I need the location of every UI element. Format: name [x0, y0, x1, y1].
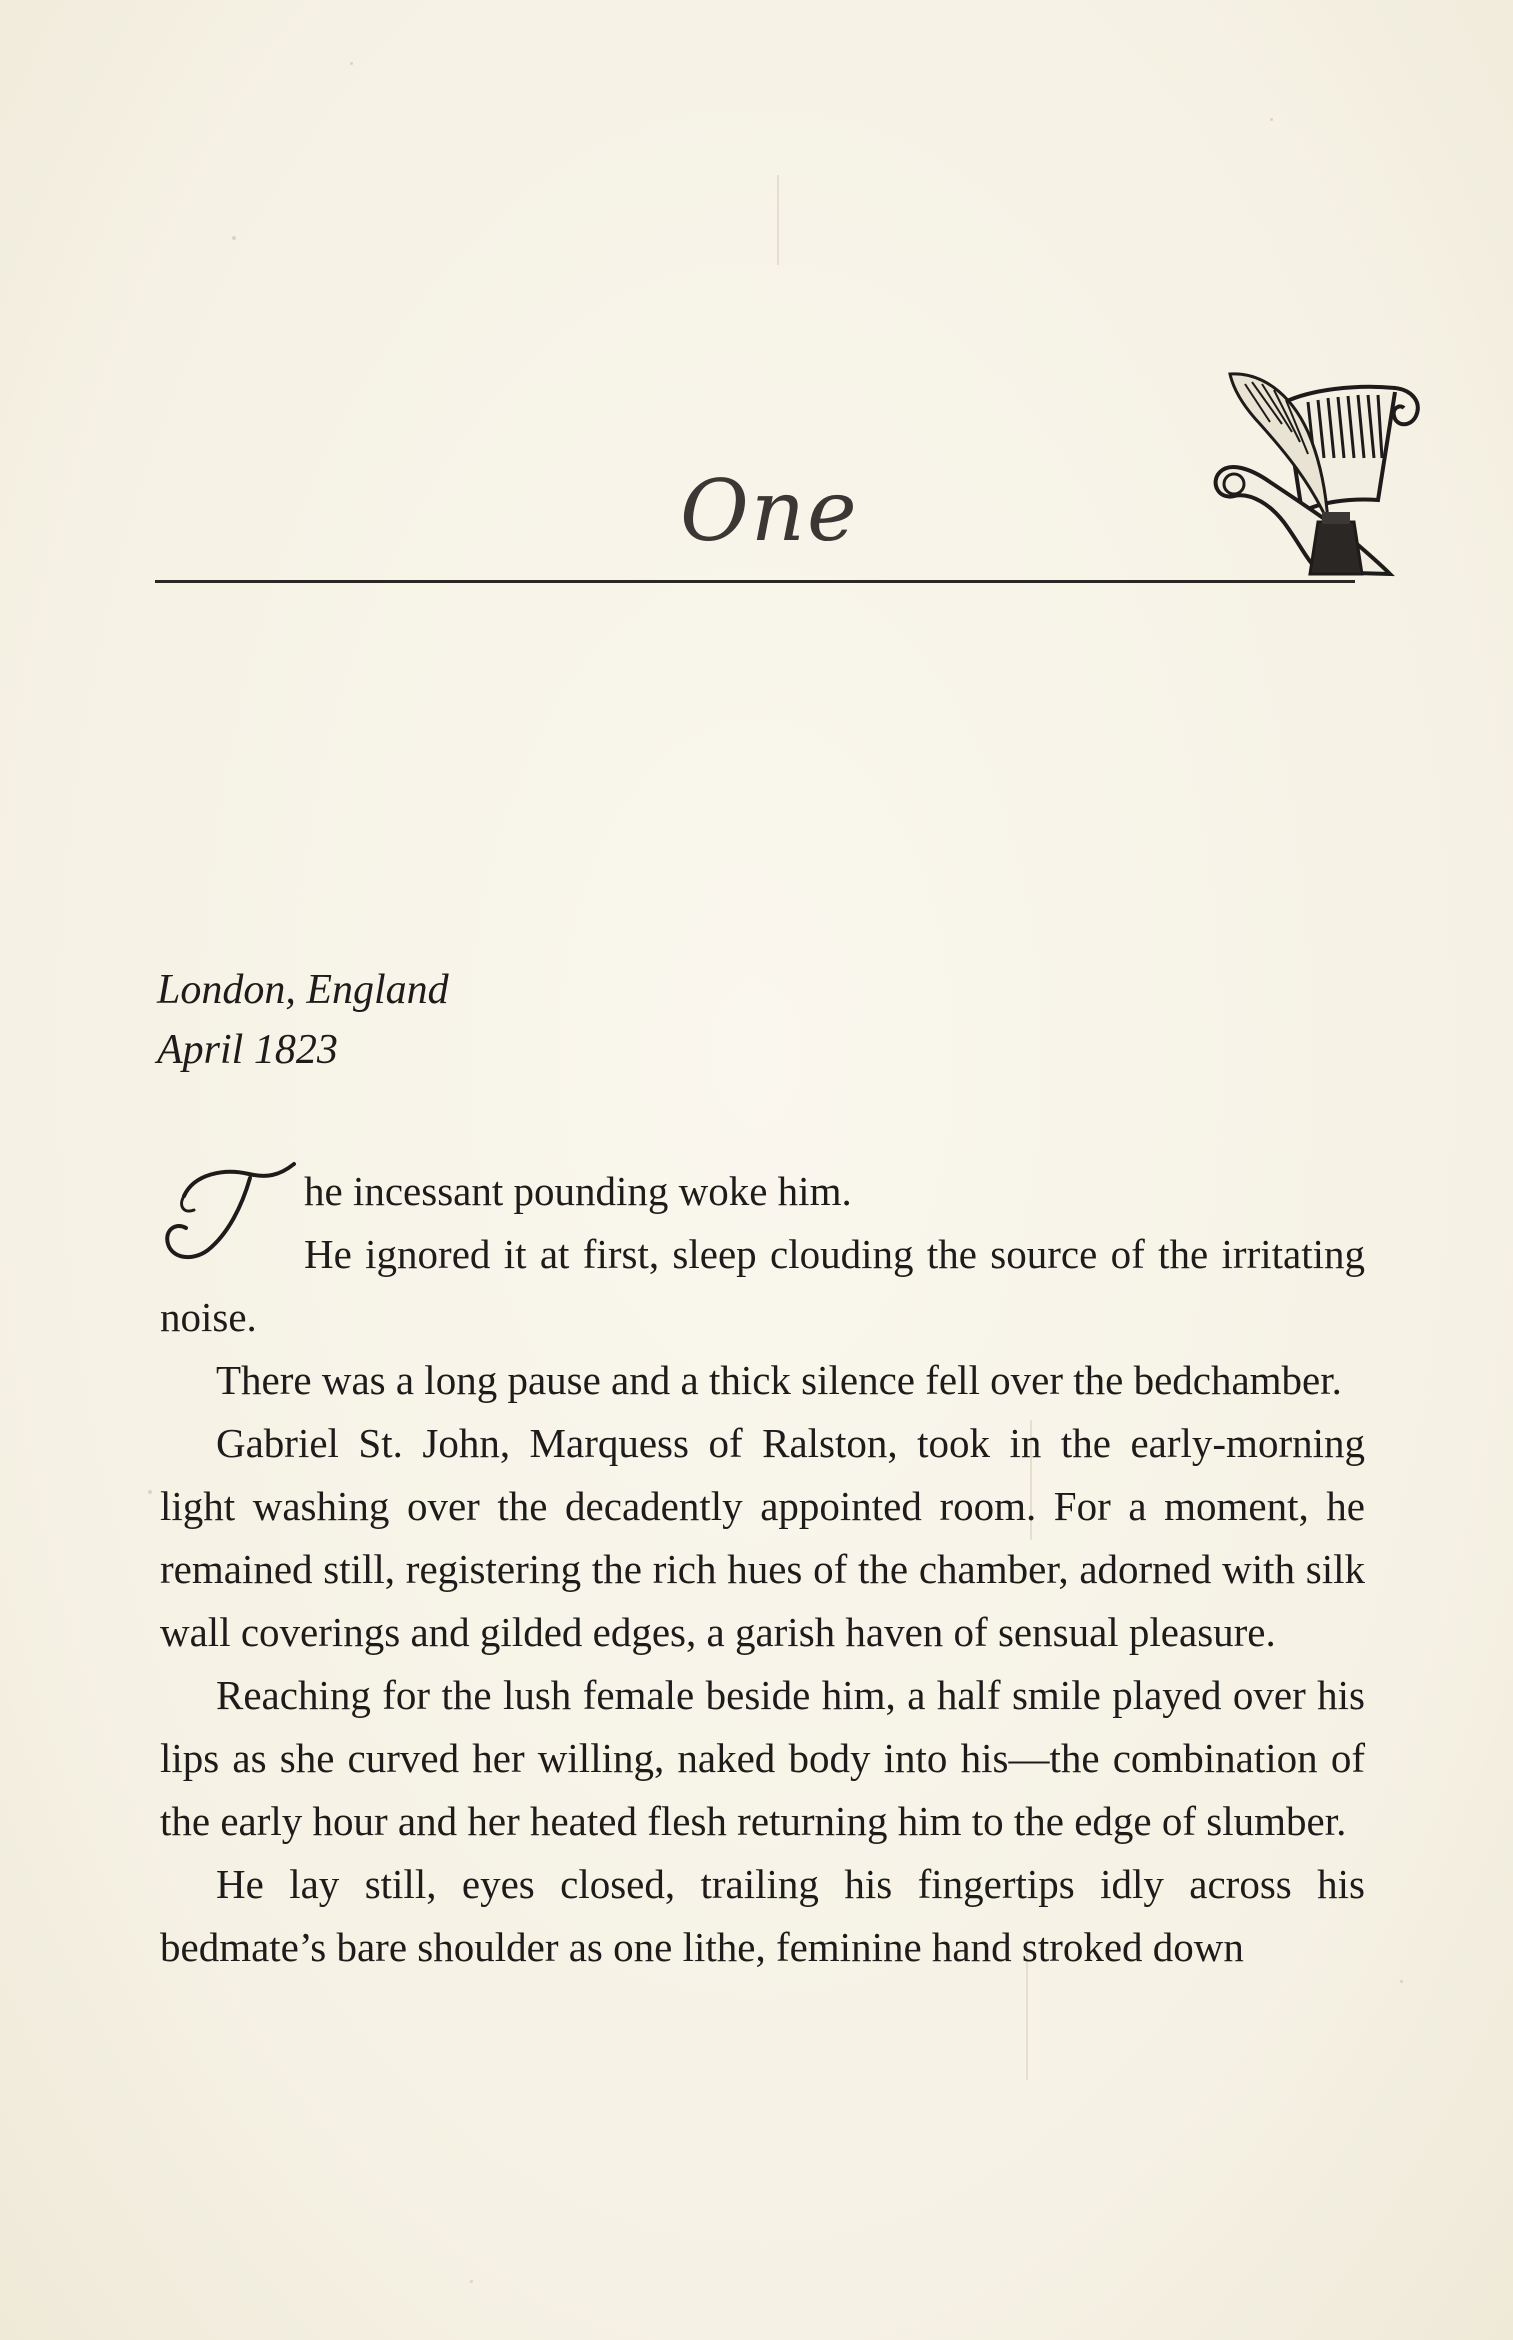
- chapter-title: One: [680, 462, 859, 560]
- paper-speck: [148, 1490, 152, 1494]
- dateline-place: London, England: [157, 967, 449, 1013]
- chapter-rule: [155, 580, 1355, 583]
- paragraph: He lay still, eyes closed, trailing his fingertips idly across his bedmate’s bare shoulder as one lithe, feminine hand stroked down: [160, 1861, 1365, 1970]
- opening-continuation: He ignored it at first, sleep clouding the source of the irritating noise.: [160, 1231, 1365, 1340]
- dateline-date: April 1823: [157, 1027, 338, 1073]
- paragraph: Gabriel St. John, Marquess of Ralston, took in the early-morning light washing over the decadently appointed room. For a moment, he remained still, registering the rich hues of the chamber, adorned with silk wall coverings and gilded edges, a garish haven of sensual pleasure.: [160, 1420, 1365, 1655]
- dateline: [157, 960, 449, 1080]
- paper-crease: [777, 175, 779, 265]
- chapter-body: [160, 1160, 1365, 1979]
- drop-cap-t-icon: [154, 1156, 304, 1276]
- paper-speck: [1400, 1980, 1403, 1983]
- paper-speck: [232, 236, 236, 240]
- opening-paragraph: [160, 1160, 1365, 1349]
- paper-speck: [470, 2280, 473, 2283]
- paper-speck: [350, 62, 353, 65]
- opening-first-line: he incessant pounding woke him.: [304, 1168, 852, 1214]
- quill-scroll-icon: [1190, 362, 1430, 584]
- paragraph: Reaching for the lush female beside him, a half smile played over his lips as she curved her willing, naked body into his—the combination of the early hour and her heated flesh returning him to the edge of slumber.: [160, 1672, 1365, 1844]
- paragraph: There was a long pause and a thick silence fell over the bedchamber.: [216, 1357, 1342, 1403]
- paper-speck: [1270, 118, 1273, 121]
